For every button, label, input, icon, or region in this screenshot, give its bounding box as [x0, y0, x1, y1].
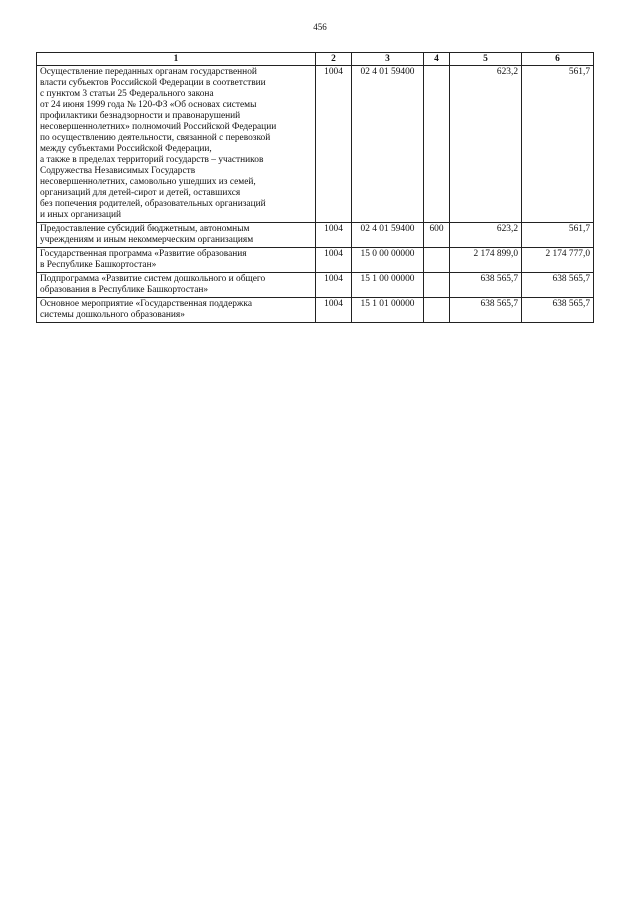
table-row	[37, 298, 594, 323]
row-type	[424, 298, 450, 323]
row-name: Основное мероприятие «Государственная поддержка системы дошкольного образования»	[37, 298, 316, 323]
row-type	[424, 273, 450, 298]
table-row	[37, 66, 594, 223]
row-name: Осуществление переданных органам государственной власти субъектов Российской Федерации в соответствии с пунктом 3 статьи 25 Федерального закона от 24 июня 1999 года № 120-ФЗ «Об основах системы профилактики безнадзорности и правонарушений несовершеннолетних» полномочий Российской Федерации по осуществлению деятельности, связанной с перевозкой между субъектами Российской Федерации, а также в пределах территорий государств – участников Содружества Независимых Государств несовершеннолетних, самовольно ушедших из семей, организаций для детей-сирот и детей, оставшихся без попечения родителей, образовательных организаций и иных организаций	[37, 66, 316, 223]
row-amount-2: 561,7	[522, 66, 594, 223]
row-section: 1004	[316, 223, 352, 248]
row-amount-2: 638 565,7	[522, 298, 594, 323]
table-row	[37, 248, 594, 273]
row-type: 600	[424, 223, 450, 248]
row-section: 1004	[316, 248, 352, 273]
row-code: 15 1 01 00000	[352, 298, 424, 323]
row-code: 02 4 01 59400	[352, 66, 424, 223]
row-name: Государственная программа «Развитие образования в Республике Башкортостан»	[37, 248, 316, 273]
header-col-4: 4	[424, 53, 450, 66]
header-col-6: 6	[522, 53, 594, 66]
row-code: 15 1 00 00000	[352, 273, 424, 298]
row-amount-1: 638 565,7	[450, 273, 522, 298]
header-col-2: 2	[316, 53, 352, 66]
table-row	[37, 223, 594, 248]
row-code: 15 0 00 00000	[352, 248, 424, 273]
budget-table	[36, 52, 594, 323]
row-amount-2: 561,7	[522, 223, 594, 248]
row-amount-2: 638 565,7	[522, 273, 594, 298]
row-amount-1: 2 174 899,0	[450, 248, 522, 273]
header-col-3: 3	[352, 53, 424, 66]
row-code: 02 4 01 59400	[352, 223, 424, 248]
row-amount-2: 2 174 777,0	[522, 248, 594, 273]
row-section: 1004	[316, 298, 352, 323]
header-col-1: 1	[37, 53, 316, 66]
row-type	[424, 66, 450, 223]
row-section: 1004	[316, 66, 352, 223]
row-amount-1: 623,2	[450, 223, 522, 248]
row-amount-1: 623,2	[450, 66, 522, 223]
page-number: 456	[313, 22, 327, 32]
row-section: 1004	[316, 273, 352, 298]
table-row	[37, 273, 594, 298]
header-row	[37, 53, 594, 66]
row-name: Предоставление субсидий бюджетным, автономным учреждениям и иным некоммерческим организациям	[37, 223, 316, 248]
header-col-5: 5	[450, 53, 522, 66]
row-type	[424, 248, 450, 273]
row-name: Подпрограмма «Развитие систем дошкольного и общего образования в Республике Башкортостан»	[37, 273, 316, 298]
row-amount-1: 638 565,7	[450, 298, 522, 323]
